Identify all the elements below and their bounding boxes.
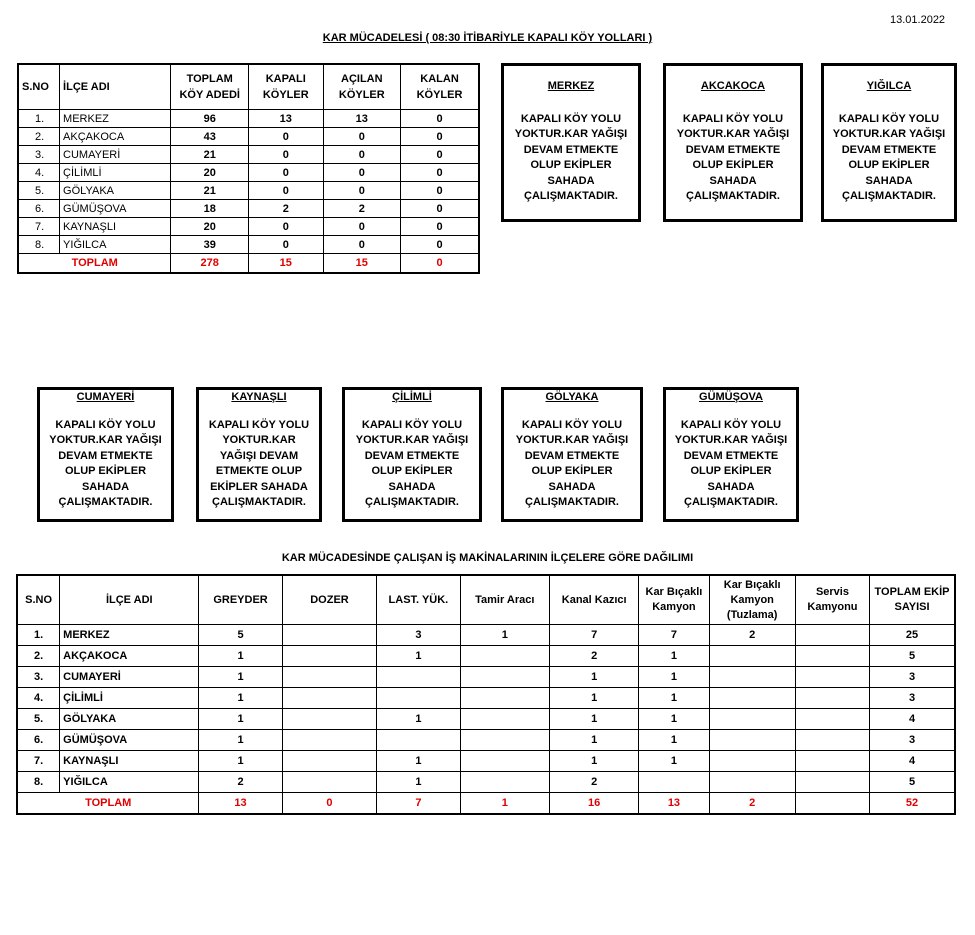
row-district: ÇİLİMLİ xyxy=(60,688,199,709)
box-line: ÇALIŞMAKTADIR. xyxy=(58,496,153,508)
box-line: ÇALIŞMAKTADIR. xyxy=(525,496,619,508)
box-line: SAHADA xyxy=(865,174,913,187)
district-status-box xyxy=(663,387,799,522)
box-line: ÇALIŞMAKTADIR. xyxy=(842,190,936,202)
row-greyder: 2 xyxy=(199,772,282,793)
row-opened-villages: 0 xyxy=(323,146,400,164)
row-karbicakli: 1 xyxy=(639,667,709,688)
box-line: YOKTUR.KAR xyxy=(222,434,296,446)
row-greyder: 5 xyxy=(199,625,282,646)
total-dozer: 0 xyxy=(282,793,377,815)
box-line: KAPALI KÖY YOLU xyxy=(680,418,782,431)
row-remaining-villages: 0 xyxy=(401,182,479,200)
total-greyder: 13 xyxy=(199,793,282,815)
table-row xyxy=(17,751,955,772)
district-status-box xyxy=(501,63,641,222)
table-row xyxy=(18,182,479,200)
row-district: MERKEZ xyxy=(60,110,171,128)
row-district: GÜMÜŞOVA xyxy=(60,730,199,751)
box-title: KAYNAŞLI xyxy=(231,391,287,403)
box-line: YAĞIŞI DEVAM xyxy=(219,449,299,462)
box-title: ÇİLİMLİ xyxy=(392,391,432,403)
box-line: OLUP EKİPLER xyxy=(690,465,772,477)
row-dozer xyxy=(282,667,377,688)
col-header-kanal: Kanal Kazıcı xyxy=(549,575,638,625)
box-line: KAPALI KÖY YOLU xyxy=(682,112,784,125)
total-lastyuk: 7 xyxy=(377,793,460,815)
row-lastyuk: 3 xyxy=(377,625,460,646)
col-header-last-yuk: LAST. YÜK. xyxy=(377,575,460,625)
row-total-villages: 21 xyxy=(171,146,248,164)
row-closed-villages: 0 xyxy=(248,164,323,182)
row-district: KAYNAŞLI xyxy=(60,751,199,772)
total-label: TOPLAM xyxy=(17,793,199,815)
district-status-box xyxy=(196,387,322,522)
row-greyder: 1 xyxy=(199,730,282,751)
row-lastyuk: 1 xyxy=(377,751,460,772)
table-row xyxy=(18,236,479,254)
row-dozer xyxy=(282,709,377,730)
row-toplam: 4 xyxy=(870,751,955,772)
row-tuzlama xyxy=(709,688,795,709)
row-district: GÖLYAKA xyxy=(60,182,171,200)
total-tamir: 1 xyxy=(460,793,549,815)
row-karbicakli: 1 xyxy=(639,688,709,709)
row-sno: 3. xyxy=(17,667,60,688)
row-dozer xyxy=(282,625,377,646)
row-sno: 3. xyxy=(18,146,60,164)
row-sno: 5. xyxy=(17,709,60,730)
closed-roads-title: KAR MÜCADELESİ ( 08:30 İTİBARİYLE KAPALI KÖY YOLLARI ) xyxy=(322,32,653,44)
row-dozer xyxy=(282,646,377,667)
row-remaining-villages: 0 xyxy=(401,146,479,164)
district-status-box xyxy=(342,387,482,522)
row-toplam: 5 xyxy=(870,772,955,793)
row-tuzlama: 2 xyxy=(709,625,795,646)
box-line: KAPALI KÖY YOLU xyxy=(521,418,623,431)
row-district: AKÇAKOCA xyxy=(60,128,171,146)
row-sno: 1. xyxy=(17,625,60,646)
box-line: DEVAM ETMEKTE xyxy=(364,449,460,462)
row-tuzlama xyxy=(709,709,795,730)
box-line: OLUP EKİPLER xyxy=(531,465,613,477)
table-row xyxy=(18,146,479,164)
row-district: KAYNAŞLI xyxy=(60,218,171,236)
row-servis xyxy=(795,646,869,667)
row-dozer xyxy=(282,688,377,709)
box-line: SAHADA xyxy=(548,480,596,493)
row-closed-villages: 13 xyxy=(248,110,323,128)
row-sno: 8. xyxy=(17,772,60,793)
box-line: YOKTUR.KAR YAĞIŞI xyxy=(49,434,162,446)
box-line: ÇALIŞMAKTADIR. xyxy=(524,190,618,202)
row-sno: 7. xyxy=(17,751,60,772)
table-row xyxy=(17,709,955,730)
row-kanal: 1 xyxy=(549,709,638,730)
row-servis xyxy=(795,730,869,751)
row-kanal: 7 xyxy=(549,625,638,646)
col-header-tuzlama: Kar Bıçaklı Kamyon (Tuzlama) xyxy=(709,575,795,625)
row-district: YIĞILCA xyxy=(60,772,199,793)
table-row xyxy=(18,110,479,128)
total-row xyxy=(18,254,479,274)
row-lastyuk xyxy=(377,688,460,709)
row-district: GÖLYAKA xyxy=(60,709,199,730)
district-status-box xyxy=(37,387,174,522)
row-servis xyxy=(795,625,869,646)
row-total-villages: 43 xyxy=(171,128,248,146)
box-line: SAHADA xyxy=(707,480,755,493)
row-closed-villages: 0 xyxy=(248,128,323,146)
row-tamir xyxy=(460,709,549,730)
table-row xyxy=(18,128,479,146)
machinery-title: KAR MÜCADESİNDE ÇALIŞAN İŞ MAKİNALARININ İLÇELERE GÖRE DAĞILIMI xyxy=(281,552,694,564)
total-villages: 278 xyxy=(171,254,248,274)
box-line: YOKTUR.KAR YAĞIŞI xyxy=(674,434,788,446)
row-district: CUMAYERİ xyxy=(60,667,199,688)
row-tamir xyxy=(460,688,549,709)
box-line: ETMEKTE OLUP xyxy=(215,465,303,477)
row-district: AKÇAKOCA xyxy=(60,646,199,667)
row-total-villages: 20 xyxy=(171,164,248,182)
row-opened-villages: 0 xyxy=(323,164,400,182)
col-header-district: İLÇE ADI xyxy=(60,64,171,110)
row-karbicakli xyxy=(639,772,709,793)
box-line: SAHADA xyxy=(81,480,130,493)
row-remaining-villages: 0 xyxy=(401,164,479,182)
row-total-villages: 21 xyxy=(171,182,248,200)
col-header-dozer: DOZER xyxy=(282,575,377,625)
box-line: OLUP EKİPLER xyxy=(64,465,147,477)
row-closed-villages: 0 xyxy=(248,182,323,200)
table-header-row xyxy=(17,575,955,625)
total-servis xyxy=(795,793,869,815)
col-header-sno: S.NO xyxy=(17,575,60,625)
row-lastyuk: 1 xyxy=(377,646,460,667)
row-greyder: 1 xyxy=(199,646,282,667)
row-total-villages: 96 xyxy=(171,110,248,128)
row-district: ÇİLİMLİ xyxy=(60,164,171,182)
district-status-box xyxy=(501,387,643,522)
box-line: SAHADA xyxy=(709,174,757,187)
box-line: DEVAM ETMEKTE xyxy=(58,449,153,462)
row-sno: 8. xyxy=(18,236,60,254)
row-tuzlama xyxy=(709,646,795,667)
row-district: CUMAYERİ xyxy=(60,146,171,164)
box-line: ÇALIŞMAKTADIR. xyxy=(212,496,306,508)
box-line: KAPALI KÖY YOLU xyxy=(55,418,156,431)
row-toplam: 3 xyxy=(870,688,955,709)
box-title: YIĞILCA xyxy=(866,80,912,92)
row-sno: 4. xyxy=(17,688,60,709)
row-district: YIĞILCA xyxy=(60,236,171,254)
box-title: GÜMÜŞOVA xyxy=(699,391,763,403)
row-karbicakli: 1 xyxy=(639,751,709,772)
row-district: MERKEZ xyxy=(60,625,199,646)
row-remaining-villages: 0 xyxy=(401,236,479,254)
box-line: SAHADA xyxy=(388,480,436,493)
row-greyder: 1 xyxy=(199,667,282,688)
row-district: GÜMÜŞOVA xyxy=(60,200,171,218)
table-row xyxy=(17,667,955,688)
row-lastyuk: 1 xyxy=(377,709,460,730)
row-karbicakli: 1 xyxy=(639,646,709,667)
row-opened-villages: 13 xyxy=(323,110,400,128)
col-header-sno: S.NO xyxy=(18,64,60,110)
row-servis xyxy=(795,667,869,688)
table-row xyxy=(17,625,955,646)
total-closed: 15 xyxy=(248,254,323,274)
box-line: OLUP EKİPLER xyxy=(692,159,774,171)
box-line: YOKTUR.KAR YAĞIŞI xyxy=(514,128,628,140)
box-title: AKCAKOCA xyxy=(700,80,766,92)
row-closed-villages: 0 xyxy=(248,236,323,254)
row-toplam: 5 xyxy=(870,646,955,667)
box-line: DEVAM ETMEKTE xyxy=(683,449,779,462)
row-greyder: 1 xyxy=(199,688,282,709)
row-tuzlama xyxy=(709,730,795,751)
col-header-greyder: GREYDER xyxy=(199,575,282,625)
box-title: GÖLYAKA xyxy=(545,391,599,403)
total-label: TOPLAM xyxy=(18,254,171,274)
row-tamir xyxy=(460,646,549,667)
row-karbicakli: 1 xyxy=(639,730,709,751)
total-karbicakli: 13 xyxy=(639,793,709,815)
row-opened-villages: 2 xyxy=(323,200,400,218)
row-kanal: 1 xyxy=(549,688,638,709)
box-line: DEVAM ETMEKTE xyxy=(685,143,781,156)
col-header-toplam-ekip: TOPLAM EKİP SAYISI xyxy=(870,575,955,625)
row-lastyuk xyxy=(377,730,460,751)
district-status-box xyxy=(663,63,803,222)
row-toplam: 25 xyxy=(870,625,955,646)
table-row xyxy=(18,200,479,218)
box-line: SAHADA xyxy=(547,174,595,187)
col-header-district: İLÇE ADI xyxy=(60,575,199,625)
row-dozer xyxy=(282,730,377,751)
box-line: OLUP EKİPLER xyxy=(848,159,930,171)
box-line: OLUP EKİPLER xyxy=(530,159,612,171)
row-opened-villages: 0 xyxy=(323,236,400,254)
total-row xyxy=(17,793,955,815)
row-kanal: 1 xyxy=(549,751,638,772)
box-title: MERKEZ xyxy=(547,80,595,92)
row-sno: 6. xyxy=(17,730,60,751)
row-tuzlama xyxy=(709,667,795,688)
report-date: 13.01.2022 xyxy=(890,14,946,26)
row-tuzlama xyxy=(709,751,795,772)
row-kanal: 2 xyxy=(549,772,638,793)
box-line: KAPALI KÖY YOLU xyxy=(361,418,463,431)
row-sno: 6. xyxy=(18,200,60,218)
row-toplam: 3 xyxy=(870,730,955,751)
row-remaining-villages: 0 xyxy=(401,218,479,236)
row-tamir xyxy=(460,751,549,772)
col-header-closed-villages: KAPALI KÖYLER xyxy=(248,64,323,110)
table-row xyxy=(17,730,955,751)
row-remaining-villages: 0 xyxy=(401,200,479,218)
col-header-servis: Servis Kamyonu xyxy=(795,575,869,625)
row-sno: 2. xyxy=(18,128,60,146)
table-header-row xyxy=(18,64,479,110)
table-row xyxy=(17,772,955,793)
machinery-distribution-table xyxy=(16,574,956,815)
row-lastyuk xyxy=(377,667,460,688)
district-status-box xyxy=(821,63,957,222)
row-opened-villages: 0 xyxy=(323,218,400,236)
box-line: OLUP EKİPLER xyxy=(371,465,453,477)
row-sno: 4. xyxy=(18,164,60,182)
col-header-remaining-villages: KALAN KÖYLER xyxy=(401,64,479,110)
box-line: DEVAM ETMEKTE xyxy=(841,143,937,156)
table-row xyxy=(18,218,479,236)
box-title: CUMAYERİ xyxy=(76,391,135,403)
row-sno: 1. xyxy=(18,110,60,128)
total-kanal: 16 xyxy=(549,793,638,815)
row-dozer xyxy=(282,772,377,793)
row-total-villages: 39 xyxy=(171,236,248,254)
box-line: KAPALI KÖY YOLU xyxy=(208,418,310,431)
table-row xyxy=(17,688,955,709)
row-lastyuk: 1 xyxy=(377,772,460,793)
box-line: KAPALI KÖY YOLU xyxy=(838,112,940,125)
row-greyder: 1 xyxy=(199,709,282,730)
box-line: DEVAM ETMEKTE xyxy=(523,143,619,156)
row-opened-villages: 0 xyxy=(323,128,400,146)
row-toplam: 4 xyxy=(870,709,955,730)
row-remaining-villages: 0 xyxy=(401,110,479,128)
row-servis xyxy=(795,709,869,730)
row-tamir: 1 xyxy=(460,625,549,646)
row-tamir xyxy=(460,772,549,793)
closed-village-roads-table xyxy=(17,63,480,274)
col-header-total-villages: TOPLAM KÖY ADEDİ xyxy=(171,64,248,110)
row-closed-villages: 0 xyxy=(248,218,323,236)
row-greyder: 1 xyxy=(199,751,282,772)
row-kanal: 2 xyxy=(549,646,638,667)
row-servis xyxy=(795,751,869,772)
col-header-tamir: Tamir Aracı xyxy=(460,575,549,625)
box-line: YOKTUR.KAR YAĞIŞI xyxy=(355,434,469,446)
box-line: KAPALI KÖY YOLU xyxy=(520,112,622,125)
col-header-kar-bicakli: Kar Bıçaklı Kamyon xyxy=(639,575,709,625)
box-line: EKİPLER SAHADA xyxy=(210,480,308,493)
row-tuzlama xyxy=(709,772,795,793)
table-row xyxy=(18,164,479,182)
box-line: DEVAM ETMEKTE xyxy=(524,449,620,462)
box-line: YOKTUR.KAR YAĞIŞI xyxy=(676,128,790,140)
total-toplam: 52 xyxy=(870,793,955,815)
box-line: ÇALIŞMAKTADIR. xyxy=(686,190,780,202)
box-line: YOKTUR.KAR YAĞIŞI xyxy=(832,128,946,140)
box-line: ÇALIŞMAKTADIR. xyxy=(684,496,778,508)
row-dozer xyxy=(282,751,377,772)
box-line: ÇALIŞMAKTADIR. xyxy=(365,496,459,508)
row-sno: 2. xyxy=(17,646,60,667)
row-kanal: 1 xyxy=(549,730,638,751)
row-tamir xyxy=(460,730,549,751)
row-remaining-villages: 0 xyxy=(401,128,479,146)
total-remaining: 0 xyxy=(401,254,479,274)
row-servis xyxy=(795,688,869,709)
row-servis xyxy=(795,772,869,793)
row-karbicakli: 7 xyxy=(639,625,709,646)
row-total-villages: 20 xyxy=(171,218,248,236)
row-closed-villages: 0 xyxy=(248,146,323,164)
row-toplam: 3 xyxy=(870,667,955,688)
row-sno: 5. xyxy=(18,182,60,200)
row-opened-villages: 0 xyxy=(323,182,400,200)
row-sno: 7. xyxy=(18,218,60,236)
row-kanal: 1 xyxy=(549,667,638,688)
total-opened: 15 xyxy=(323,254,400,274)
row-closed-villages: 2 xyxy=(248,200,323,218)
row-total-villages: 18 xyxy=(171,200,248,218)
row-tamir xyxy=(460,667,549,688)
box-line: YOKTUR.KAR YAĞIŞI xyxy=(515,434,629,446)
col-header-opened-villages: AÇILAN KÖYLER xyxy=(323,64,400,110)
total-tuzlama: 2 xyxy=(709,793,795,815)
table-row xyxy=(17,646,955,667)
row-karbicakli: 1 xyxy=(639,709,709,730)
